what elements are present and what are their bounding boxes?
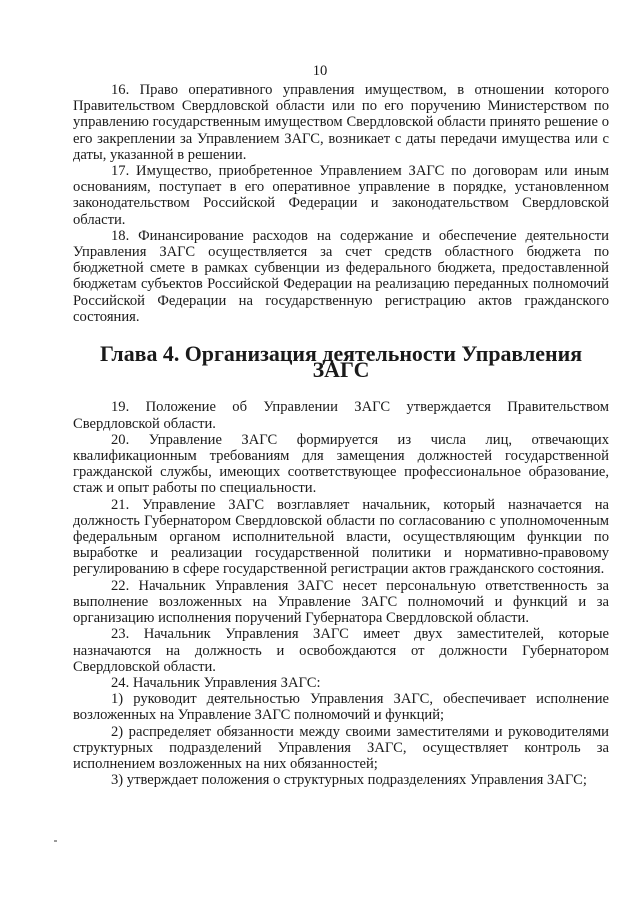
paragraph-24: 24. Начальник Управления ЗАГС:: [111, 674, 321, 691]
page-number: 10: [312, 63, 328, 79]
list-item-24-2: 2) распределяет обязанности между своими заместителями и руководителями структурных подразделений Управления ЗАГС, осуществляет контроль за исполнением возложенных на них обязанностей;: [73, 723, 609, 772]
list-item-24-1: 1) руководит деятельностью Управления ЗАГС, обеспечивает исполнение возложенных на Управление ЗАГС полномочий и функций;: [73, 691, 609, 724]
paragraph-19: 19. Положение об Управлении ЗАГС утверждается Правительством Свердловской области.: [73, 399, 609, 432]
paragraph-22: 22. Начальник Управления ЗАГС несет персональную ответственность за выполнение возложенных на Управление ЗАГС полномочий и функций и за организацию исполнения поручений Губернатора Свердловской области.: [73, 577, 609, 627]
paragraph-20: 20. Управление ЗАГС формируется из числа лиц, отвечающих квалификационным требованиям для замещения должностей государственной гражданской службы, имеющих соответствующее профессиональное образование, стаж и опыт работы по специальности.: [73, 431, 609, 497]
paragraph-21: 21. Управление ЗАГС возглавляет начальник, который назначается на должность Губернатором Свердловской области по согласованию с уполномоченным федеральным органом исполнительной власти, осуществляющим функции по выработке и реализации государственной политики и нормативно-правовому регулированию в сфере государственной регистрации актов гражданского состояния.: [73, 496, 609, 578]
list-item-24-3: 3) утверждает положения о структурных подразделениях Управления ЗАГС;: [111, 772, 587, 789]
document-body: [73, 82, 609, 788]
chapter-heading: Глава 4. Организация деятельности Управления ЗАГС: [99, 341, 583, 383]
paragraph-23: 23. Начальник Управления ЗАГС имеет двух заместителей, которые назначаются на должность и освобождаются от должности Губернатором Свердловской области.: [73, 626, 609, 675]
paragraph-18: 18. Финансирование расходов на содержание и обеспечение деятельности Управления ЗАГС осуществляется за счет средств областного бюджета по бюджетной смете в рамках субвенции из федерального бюджета, предоставленной бюджетам субъектов Российской Федерации на реализацию переданных полномочий Российской Федерации на государственную регистрацию актов гражданского состояния.: [73, 227, 609, 325]
paragraph-17: 17. Имущество, приобретенное Управлением ЗАГС по договорам или иным основаниям, поступает в его оперативное управление в порядке, установленном законодательством Российской Федерации и законодательством Свердловской области.: [73, 163, 609, 228]
scan-speck: [54, 840, 57, 842]
paragraph-16: 16. Право оперативного управления имуществом, в отношении которого Правительством Свердловской области или по его поручению Министерством по управлению государственным имуществом Свердловской области принято решение о его закреплении за Управлением ЗАГС, возникает с даты передачи имущества или с даты, указанной в решении.: [73, 82, 609, 163]
